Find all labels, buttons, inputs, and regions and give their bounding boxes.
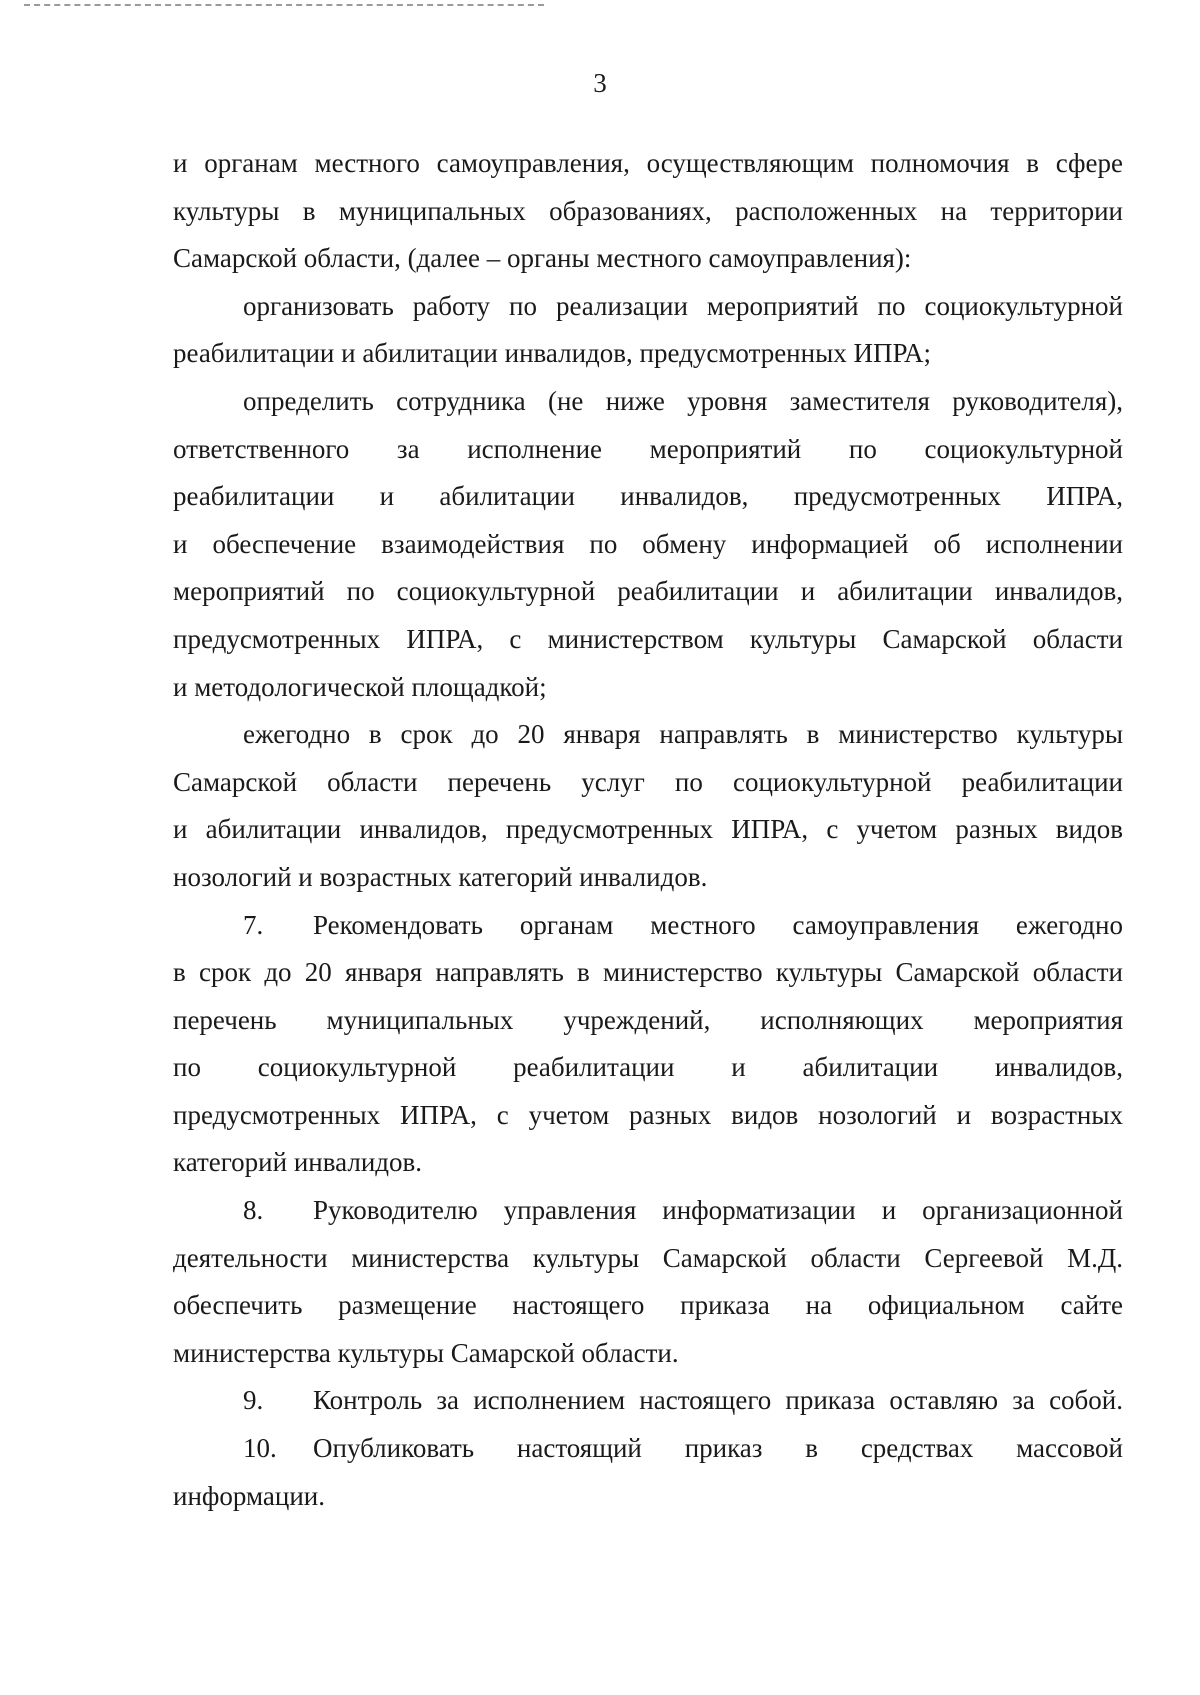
line-text: деятельности министерства культуры Самарской области Сергеевой М.Д. <box>173 1242 1123 1273</box>
line-text: предусмотренных ИПРА, с учетом разных видов нозологий и возрастных <box>173 1099 1123 1130</box>
text-line <box>173 1330 1123 1378</box>
text-line <box>173 1092 1123 1140</box>
line-text: организовать работу по реализации мероприятий по социокультурной <box>243 290 1123 321</box>
line-text: ответственного за исполнение мероприятий по социокультурной <box>173 433 1123 464</box>
line-text: Рекомендовать органам местного самоуправления ежегодно <box>313 909 1123 940</box>
line-text: определить сотрудника (не ниже уровня заместителя руководителя), <box>243 385 1123 416</box>
line-text: мероприятий по социокультурной реабилитации и абилитации инвалидов, <box>173 576 1123 607</box>
text-line <box>173 473 1123 521</box>
text-line <box>173 1139 1123 1187</box>
line-text: Контроль за исполнением настоящего приказа оставляю за собой. <box>313 1385 1123 1416</box>
line-text: по социокультурной реабилитации и абилитации инвалидов, <box>173 1052 1123 1083</box>
text-line <box>173 1473 1123 1521</box>
text-line <box>173 568 1123 616</box>
numbered-paragraph-line <box>173 1187 1123 1235</box>
line-text: категорий инвалидов. <box>173 1147 422 1178</box>
text-line <box>173 949 1123 997</box>
line-text: и органам местного самоуправления, осуществляющим полномочия в сфере <box>173 148 1123 178</box>
text-line <box>173 330 1123 378</box>
text-line <box>173 235 1123 283</box>
line-text: нозологий и возрастных категорий инвалидов. <box>173 861 708 892</box>
text-line <box>173 854 1123 902</box>
line-text: Опубликовать настоящий приказ в средствах массовой <box>313 1433 1123 1464</box>
text-line <box>173 616 1123 664</box>
text-line <box>173 806 1123 854</box>
document-body <box>173 140 1123 1520</box>
line-text: и обеспечение взаимодействия по обмену информацией об исполнении <box>173 528 1123 559</box>
text-line <box>173 188 1123 236</box>
line-text: предусмотренных ИПРА, с министерством культуры Самарской области <box>173 623 1123 654</box>
text-line <box>173 378 1123 426</box>
line-text: информации. <box>173 1480 325 1511</box>
line-text: перечень муниципальных учреждений, исполняющих мероприятия <box>173 1004 1123 1035</box>
page-number: 3 <box>593 68 607 98</box>
text-line <box>173 1282 1123 1330</box>
line-text: министерства культуры Самарской области. <box>173 1337 679 1368</box>
text-line <box>173 283 1123 331</box>
line-text: в срок до 20 января направлять в министерство культуры Самарской области <box>173 957 1123 988</box>
numbered-paragraph-line <box>173 1425 1123 1473</box>
text-line <box>173 521 1123 569</box>
line-text: культуры в муниципальных образованиях, расположенных на территории <box>173 195 1123 226</box>
numbered-paragraph-line <box>173 1377 1123 1425</box>
text-line <box>173 711 1123 759</box>
item-number: 9. <box>243 1385 264 1416</box>
text-line <box>173 1235 1123 1283</box>
line-text: ежегодно в срок до 20 января направлять в министерство культуры <box>243 719 1123 750</box>
line-text: Самарской области перечень услуг по социокультурной реабилитации <box>173 766 1123 797</box>
text-line <box>173 426 1123 474</box>
item-number: 10. <box>243 1433 277 1464</box>
item-number: 8. <box>243 1195 264 1226</box>
line-text: Самарской области, (далее – органы местного самоуправления): <box>173 243 912 274</box>
item-number: 7. <box>243 909 264 940</box>
scan-border-mark <box>24 4 544 6</box>
numbered-paragraph-line <box>173 902 1123 950</box>
text-line <box>173 1044 1123 1092</box>
line-text: и методологической площадкой; <box>173 671 547 702</box>
line-text: реабилитации и абилитации инвалидов, предусмотренных ИПРА; <box>173 338 932 369</box>
line-text: Руководителю управления информатизации и организационной <box>313 1195 1123 1226</box>
text-line <box>173 759 1123 807</box>
line-text: обеспечить размещение настоящего приказа на официальном сайте <box>173 1290 1123 1321</box>
text-line <box>173 664 1123 712</box>
line-text: и абилитации инвалидов, предусмотренных ИПРА, с учетом разных видов <box>173 814 1123 845</box>
line-text: реабилитации и абилитации инвалидов, предусмотренных ИПРА, <box>173 481 1123 512</box>
text-line <box>173 997 1123 1045</box>
text-line <box>173 140 1123 188</box>
